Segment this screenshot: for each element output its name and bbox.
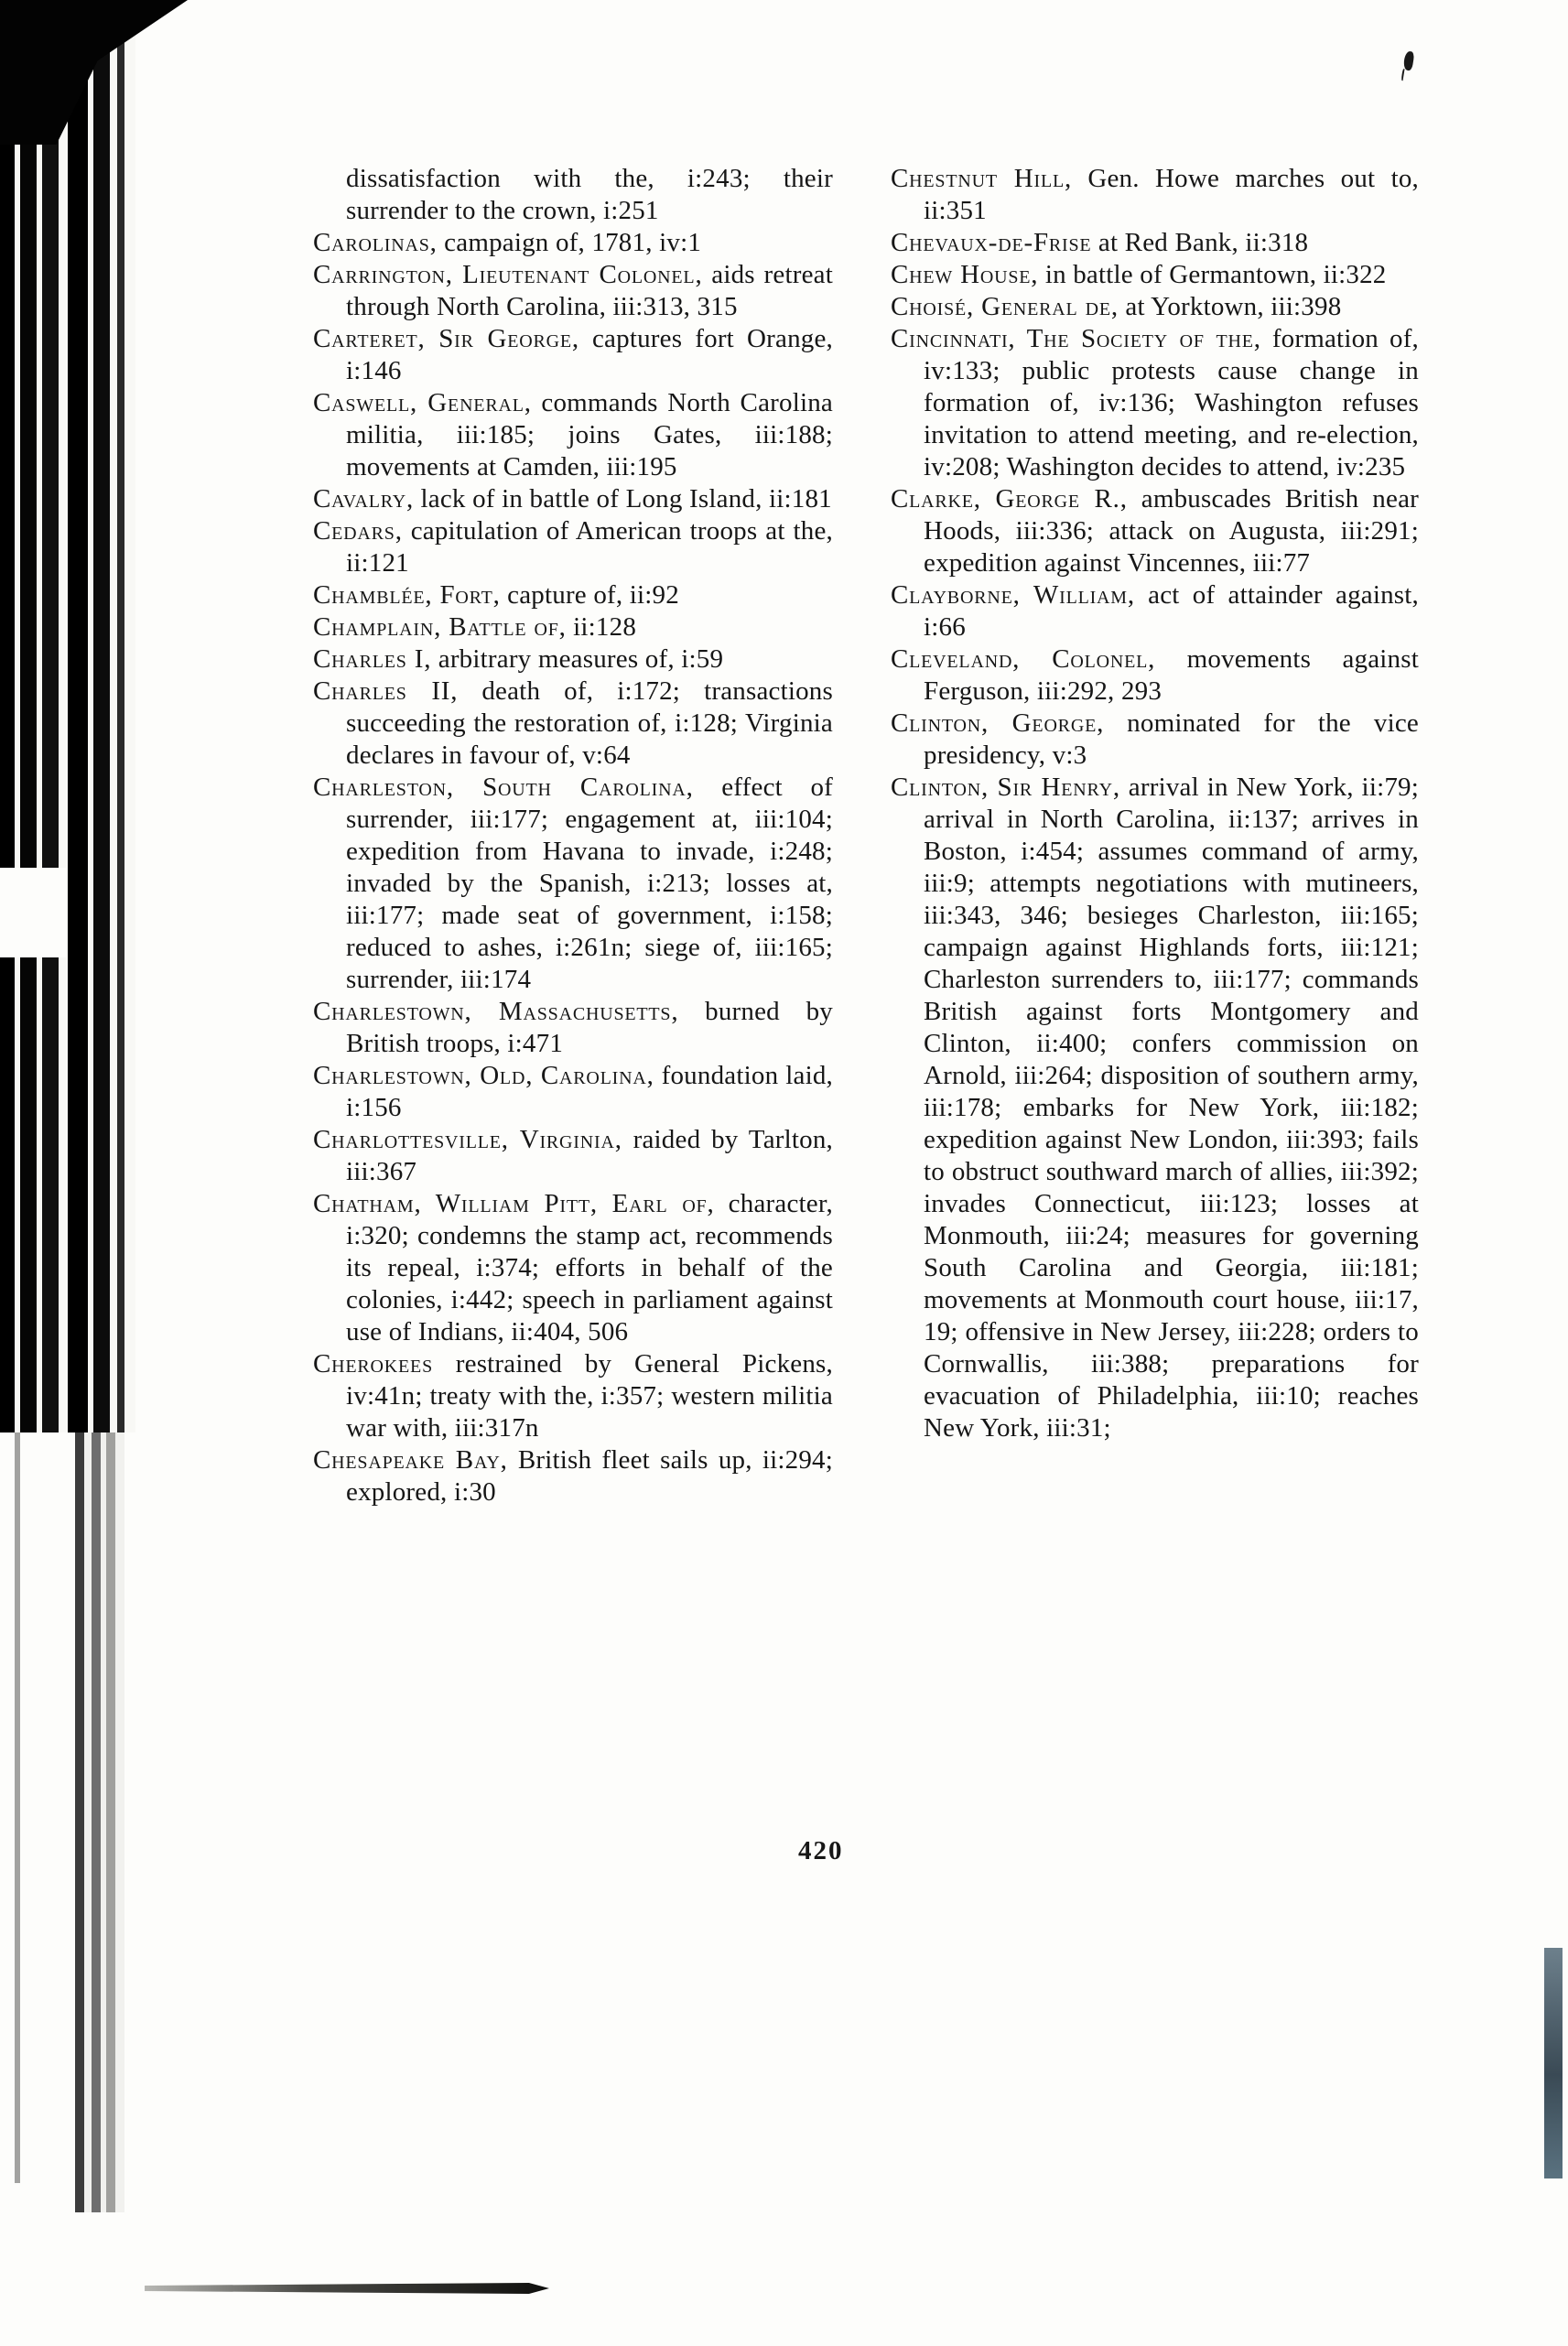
index-entry-body: at Red Bank, ii:318 xyxy=(1098,228,1309,257)
index-column-right xyxy=(891,163,1419,1444)
index-entry-head: Chatham, William Pitt, Earl of, xyxy=(313,1189,715,1218)
index-entry-head: Charlottesville, Virginia, xyxy=(313,1125,622,1154)
index-entry xyxy=(891,259,1419,291)
index-entry xyxy=(313,1060,833,1124)
index-entry-body: Gen. Howe marches out to, ii:351 xyxy=(924,164,1419,225)
index-entry-body: ambuscades British near Hoods, iii:336; attack on Augusta, iii:291; expedition against Vincennes, iii:77 xyxy=(924,484,1419,578)
index-entry-body: act of attainder against, i:66 xyxy=(924,580,1419,642)
index-entry-body: campaign of, 1781, iv:1 xyxy=(444,228,702,257)
scan-binding-stripes-bottom xyxy=(75,1432,124,2212)
index-entry-head: Chevaux-de-Frise xyxy=(891,228,1092,257)
index-entry xyxy=(313,611,833,643)
index-entry xyxy=(313,643,833,676)
index-entry-body: captures fort Orange, i:146 xyxy=(346,324,834,385)
index-entry xyxy=(313,483,833,515)
index-entry-body: in battle of Germantown, ii:322 xyxy=(1044,260,1387,289)
index-entry xyxy=(313,163,833,227)
index-entry-head: Charles II, xyxy=(313,676,459,706)
index-entry xyxy=(313,515,833,579)
index-entry-body: capture of, ii:92 xyxy=(507,580,679,610)
index-entry xyxy=(313,772,833,996)
index-entry-body: lack of in battle of Long Island, ii:181 xyxy=(420,484,832,514)
index-entry-head: Cherokees xyxy=(313,1349,433,1378)
index-entry-head: Champlain, Battle of, xyxy=(313,612,567,642)
index-entry xyxy=(891,708,1419,772)
index-entry xyxy=(313,1444,833,1508)
index-entry-body: commands North Carolina militia, iii:185; joins Gates, iii:188; movements at Camden, iii:195 xyxy=(346,388,833,481)
index-entry-head: Cincinnati, The Society of the, xyxy=(891,324,1261,353)
scan-fore-edge-stripe xyxy=(1544,1948,1563,2178)
index-entry-body: at Yorktown, iii:398 xyxy=(1125,292,1342,321)
index-entry-head: Charleston, South Carolina, xyxy=(313,773,694,802)
index-entry-body: foundation laid, i:156 xyxy=(346,1061,833,1122)
index-entry xyxy=(313,676,833,772)
index-entry-head: Chestnut Hill, xyxy=(891,164,1073,193)
index-entry-body: ii:128 xyxy=(573,612,637,642)
index-entry xyxy=(891,579,1419,643)
index-entry-body: death of, i:172; transactions succeeding the restoration of, i:128; Virginia declares in favour of, v:64 xyxy=(346,676,833,770)
index-entry xyxy=(891,227,1419,259)
index-entry-head: Charlestown, Old, Carolina, xyxy=(313,1061,654,1090)
index-entry xyxy=(891,291,1419,323)
index-entry-head: Cavalry, xyxy=(313,484,415,514)
scan-bottom-smear xyxy=(145,2283,549,2294)
index-entry xyxy=(313,996,833,1060)
page-number: 420 xyxy=(798,1836,844,1865)
index-entry-body: arbitrary measures of, i:59 xyxy=(438,644,724,674)
index-entry xyxy=(313,323,833,387)
index-entry-body: formation of, iv:133; public protests cause change in formation of, iv:136; Washington refuses invitation to attend meeting, and re-election, iv:208; Washington decides to attend, iv:235 xyxy=(924,324,1420,481)
index-entry-head: Chew House, xyxy=(891,260,1039,289)
index-entry-body: dissatisfaction with the, i:243; their surrender to the crown, i:251 xyxy=(346,164,833,225)
index-entry-body: raided by Tarlton, iii:367 xyxy=(346,1125,833,1186)
index-entry xyxy=(891,323,1419,483)
index-entry xyxy=(891,643,1419,708)
index-entry-body: aids retreat through North Carolina, iii:313, 315 xyxy=(346,260,833,321)
index-entry-body: movements against Ferguson, iii:292, 293 xyxy=(924,644,1419,706)
index-entry-head: Cedars, xyxy=(313,516,403,546)
index-entry xyxy=(313,1188,833,1348)
index-entry-head: Caswell, General, xyxy=(313,388,532,417)
index-entry-head: Carteret, Sir George, xyxy=(313,324,579,353)
index-entry-head: Choisé, General de, xyxy=(891,292,1119,321)
index-entry-head: Clayborne, William, xyxy=(891,580,1135,610)
index-entry-body: restrained by General Pickens, iv:41n; treaty with the, i:357; western militia war with, iii:317n xyxy=(346,1349,833,1443)
index-entry xyxy=(891,772,1419,1444)
index-entry-head: Charlestown, Massachusetts, xyxy=(313,997,679,1026)
index-entry xyxy=(313,1124,833,1188)
index-entry xyxy=(313,1348,833,1444)
index-entry-body: capitulation of American troops at the, ii:121 xyxy=(346,516,833,578)
index-entry xyxy=(313,227,833,259)
index-entry xyxy=(891,163,1419,227)
index-column-left xyxy=(313,163,833,1508)
index-entry xyxy=(891,483,1419,579)
index-entry-head: Clinton, Sir Henry, xyxy=(891,773,1120,802)
index-entry xyxy=(313,259,833,323)
index-entry-head: Clinton, George, xyxy=(891,708,1105,738)
index-entry-head: Carrington, Lieutenant Colonel, xyxy=(313,260,703,289)
index-entry xyxy=(313,387,833,483)
index-entry-head: Charles I, xyxy=(313,644,432,674)
index-entry-body: arrival in New York, ii:79; arrival in North Carolina, ii:137; arrives in Boston, i:454; assumes command of army, iii:9; attempts negotiations with mutineers, iii:343, 346; besieges Charleston, iii:165; campaign against Highlands forts, iii:121; Charleston surrenders to, iii:177; commands British against forts Montgomery and Clinton, ii:400; confers commission on Arnold, iii:264; disposition of southern army, iii:178; embarks for New York, iii:182; expedition against New London, iii:393; fails to obstruct southward march of allies, iii:392; invades Connecticut, iii:123; losses at Monmouth, iii:24; measures for governing South Carolina and Georgia, iii:181; movements at Monmouth court house, iii:17, 19; offensive in New Jersey, iii:228; orders to Cornwallis, iii:388; preparations for evacuation of Philadelphia, iii:10; reaches New York, iii:31; xyxy=(924,773,1419,1443)
index-entry xyxy=(313,579,833,611)
index-entry-head: Chamblée, Fort, xyxy=(313,580,501,610)
scan-binding-stripes-top xyxy=(0,0,135,1432)
index-entry-head: Carolinas, xyxy=(313,228,438,257)
index-entry-body: nominated for the vice presidency, v:3 xyxy=(924,708,1420,770)
scan-binding-thin-line xyxy=(15,1432,27,2183)
index-entry-head: Clarke, George R., xyxy=(891,484,1128,514)
index-entry-head: Cleveland, Colonel, xyxy=(891,644,1156,674)
scan-binding-white-gap xyxy=(0,868,66,957)
index-entry-body: character, i:320; condemns the stamp act, recommends its repeal, i:374; efforts in behalf of the colonies, i:442; speech in parliament against use of Indians, ii:404, 506 xyxy=(346,1189,833,1346)
index-entry-body: British fleet sails up, ii:294; explored, i:30 xyxy=(346,1445,833,1507)
index-entry-body: burned by British troops, i:471 xyxy=(346,997,834,1058)
index-entry-body: effect of surrender, iii:177; engagement at, iii:104; expedition from Havana to invade, i:248; invaded by the Spanish, i:213; losses at, iii:177; made seat of government, i:158; reduced to ashes, i:261n; siege of, iii:165; surrender, iii:174 xyxy=(346,773,834,994)
ink-speck xyxy=(1402,50,1414,70)
index-entry-head: Chesapeake Bay, xyxy=(313,1445,508,1475)
